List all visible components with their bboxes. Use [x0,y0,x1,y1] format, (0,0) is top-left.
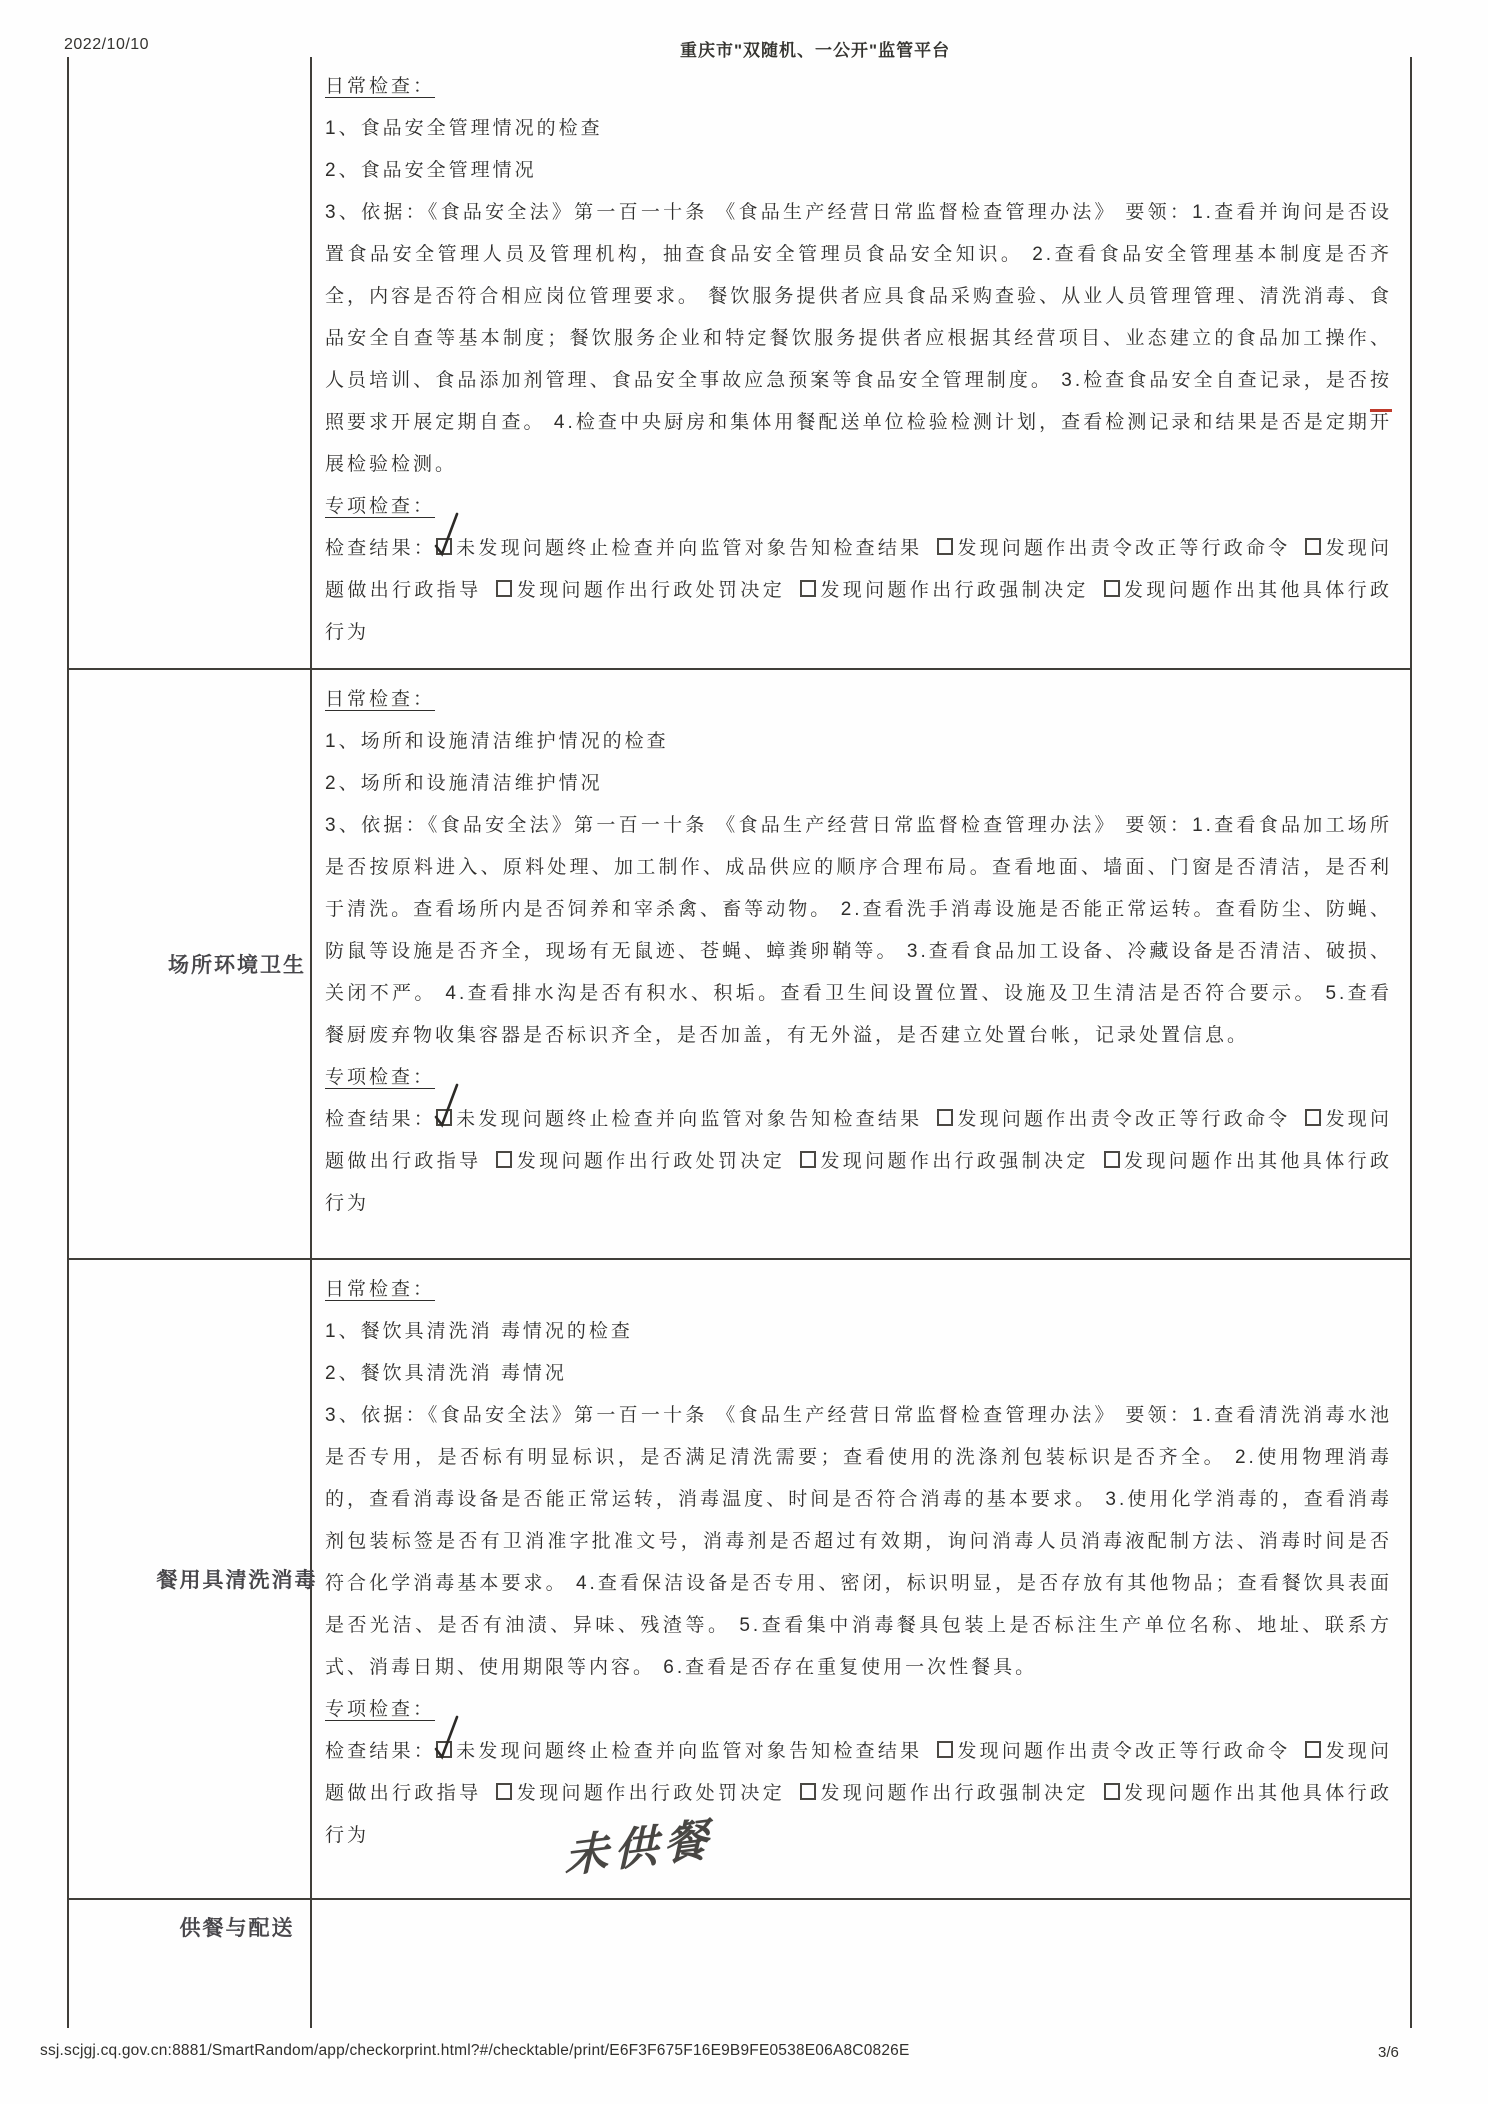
basis-paragraph [325,805,1392,1057]
row-label-cell [69,670,312,1258]
paragraph-text: 3、依据：《食品安全法》第一百一十条 《食品生产经营日常监督检查管理办法》 要领：1.查看食品加工场所是否按原料进入、原料处理、加工制作、成品供应的顺序合理布局。查看地面、墙面、门窗是否清洁，是否利于清洗。查看场所内是否饲养和宰杀禽、畜等动物。 2.查看洗手消毒设施是否能正常运转。查看防尘、防蝇、防鼠等设施是否齐全，现场有无鼠迹、苍蝇、蟑粪卵鞘等。 3.查看食品加工设备、冷藏设备是否清洁、破损、关闭不严。 4.查看排水沟是否有积水、积垢。查看卫生间设置位置、设施及卫生清洁是否符合要示。 5.查看餐厨废弃物收集容器是否标识齐全，是否加盖，有无外溢，是否建立处置台帐，记录处置信息。 [325,815,1392,1046]
result-option [436,1741,922,1762]
result-option-label: 发现问题作出责令改正等行政命令 [957,1741,1291,1762]
red-marked-text: 开 [1369,412,1392,433]
table-row [69,1898,1410,2028]
section-heading [325,66,1392,108]
checkbox-icon [496,580,512,597]
section-heading-text: 专项检查： [325,1067,436,1088]
checkbox-icon [1104,1151,1120,1168]
section-heading [325,1689,1392,1731]
section-heading-text: 日常检查： [325,76,436,97]
row-content-cell [312,1260,1410,1898]
result-option [937,538,1290,559]
print-header-date: 2022/10/10 [64,36,150,53]
result-prefix: 检查结果： [325,538,436,559]
checkbox-icon [937,1741,953,1758]
result-option-label: 未发现问题终止检查并向监管对象告知检查结果 [455,1109,923,1130]
checkbox-icon [800,1151,816,1168]
result-option-label: 发现问题作出行政强制决定 [820,580,1089,601]
section-heading-text: 专项检查： [325,1699,436,1720]
result-option [496,1151,785,1172]
result-option-label: 发现问题作出其他具体行政行为 [325,1151,1392,1214]
handwritten-checkmark-icon [432,512,462,558]
row-label-cell [69,1260,318,1898]
checkbox-icon [436,1741,452,1758]
result-option-label: 发现问题做出行政指导 [325,1741,1392,1804]
check-item-line: 2、场所和设施清洁维护情况 [325,773,603,794]
result-option-label: 发现问题作出责令改正等行政命令 [957,1109,1291,1130]
table-row [69,57,1410,668]
section-heading-text: 日常检查： [325,689,436,710]
result-option [800,580,1089,601]
row-label-cell [69,57,312,668]
result-paragraph [325,528,1392,654]
section-heading [325,486,1392,528]
table-row [69,668,1410,1258]
check-item-line: 1、餐饮具清洗消 毒情况的检查 [325,1321,633,1342]
check-item-line: 2、餐饮具清洗消 毒情况 [325,1363,567,1384]
paragraph-text: 展检验检测。 [325,454,458,475]
check-item-line: 2、食品安全管理情况 [325,160,537,181]
check-item-line: 1、食品安全管理情况的检查 [325,118,603,139]
checkbox-icon [937,538,953,555]
result-option-label: 发现问题做出行政指导 [325,538,1392,601]
paragraph-text: 3、依据：《食品安全法》第一百一十条 《食品生产经营日常监督检查管理办法》 要领：1.查看并询问是否设置食品安全管理人员及管理机构，抽查食品安全管理员食品安全知识。 2.查看食品安全管理基本制度是否齐全，内容是否符合相应岗位管理要求。 餐饮服务提供者应具食品采购查验、从业人员管理管理、清洗消毒、食品安全自查等基本制度；餐饮服务企业和特定餐饮服务提供者应根据其经营项目、业态建立的食品加工操作、人员培训、食品添加剂管理、食品安全事故应急预案等食品安全管理制度。 3.检查食品安全自查记录，是否按照要求开展定期自查。 4.检查中央厨房和集体用餐配送单位检验检测计划，查看检测记录和结果是否是定期 [325,202,1392,433]
checkbox-icon [937,1109,953,1126]
result-option [937,1741,1290,1762]
checkbox-icon [1104,1783,1120,1800]
result-option-label: 发现问题作出责令改正等行政命令 [957,538,1291,559]
section-heading-text: 日常检查： [325,1279,436,1300]
result-option-label: 发现问题作出行政强制决定 [820,1783,1089,1804]
result-option-label: 发现问题做出行政指导 [325,1109,1392,1172]
checkbox-icon [1305,538,1321,555]
paragraph-text: 3、依据：《食品安全法》第一百一十条 《食品生产经营日常监督检查管理办法》 要领：1.查看清洗消毒水池是否专用，是否标有明显标识，是否满足清洗需要；查看使用的洗涤剂包装标识是否齐全。 2.使用物理消毒的，查看消毒设备是否能正常运转，消毒温度、时间是否符合消毒的基本要求。 3.使用化学消毒的，查看消毒剂包装标签是否有卫消准字批准文号，消毒剂是否超过有效期，询问消毒人员消毒液配制方法、消毒时间是否符合化学消毒基本要求。 4.查看保洁设备是否专用、密闭，标识明显，是否存放有其他物品；查看餐饮具表面是否光洁、是否有油渍、异味、残渣等。 5.查看集中消毒餐具包装上是否标注生产单位名称、地址、联系方式、消毒日期、使用期限等内容。 6.查看是否存在重复使用一次性餐具。 [325,1405,1392,1678]
checkbox-icon [436,1109,452,1126]
checkbox-icon [496,1151,512,1168]
result-option [937,1109,1290,1130]
checkbox-icon [1305,1741,1321,1758]
row-content-cell [312,1900,1410,2028]
result-option-label: 发现问题作出行政处罚决定 [516,1151,786,1172]
result-paragraph [325,1099,1392,1225]
handwritten-annotation: 未供餐 [564,1813,714,1884]
page-number: 3/6 [1378,2044,1399,2061]
row-content-cell [312,670,1410,1258]
result-option-label: 发现问题作出其他具体行政行为 [325,1783,1392,1846]
result-option-label: 发现问题作出行政处罚决定 [516,580,786,601]
section-heading [325,1269,1392,1311]
result-prefix: 检查结果： [325,1741,436,1762]
row-label-cell [69,1900,312,2028]
section-heading [325,1057,1392,1099]
page-title: 重庆市"双随机、一公开"监管平台 [680,41,951,60]
row-label: 场所环境卫生 [168,954,306,977]
checkbox-icon [800,580,816,597]
basis-paragraph [325,192,1392,486]
check-item-line: 1、场所和设施清洁维护情况的检查 [325,731,669,752]
table-row [69,1258,1410,1898]
basis-paragraph [325,1395,1392,1689]
row-content-cell [312,57,1410,668]
inspection-table [67,57,1412,2028]
checkbox-icon [1305,1109,1321,1126]
result-option-label: 发现问题作出行政强制决定 [820,1151,1089,1172]
section-heading [325,679,1392,721]
result-option [496,580,785,601]
checkbox-icon [1104,580,1120,597]
footer-url: ssj.scjgj.cq.gov.cn:8881/SmartRandom/app/checkorprint.html?#/checktable/print/E6F3F675F16E9B9FE0538E06A8C0826E [40,2042,910,2059]
checkbox-icon [436,538,452,555]
result-prefix: 检查结果： [325,1109,436,1130]
checkbox-icon [800,1783,816,1800]
result-option-label: 发现问题作出行政处罚决定 [516,1783,786,1804]
result-option-label: 未发现问题终止检查并向监管对象告知检查结果 [455,538,923,559]
result-option-label: 发现问题作出其他具体行政行为 [325,580,1392,643]
checkbox-icon [496,1783,512,1800]
result-option [800,1783,1089,1804]
row-label: 供餐与配送 [179,1917,295,1940]
result-paragraph [325,1731,1392,1857]
result-option [800,1151,1089,1172]
result-option [436,538,922,559]
handwritten-checkmark-icon [432,1083,462,1129]
row-label: 餐用具清洗消毒 [156,1569,318,1592]
result-option-label: 未发现问题终止检查并向监管对象告知检查结果 [455,1741,923,1762]
result-option [436,1109,922,1130]
section-heading-text: 专项检查： [325,496,436,517]
handwritten-checkmark-icon [432,1715,462,1761]
result-option [496,1783,785,1804]
